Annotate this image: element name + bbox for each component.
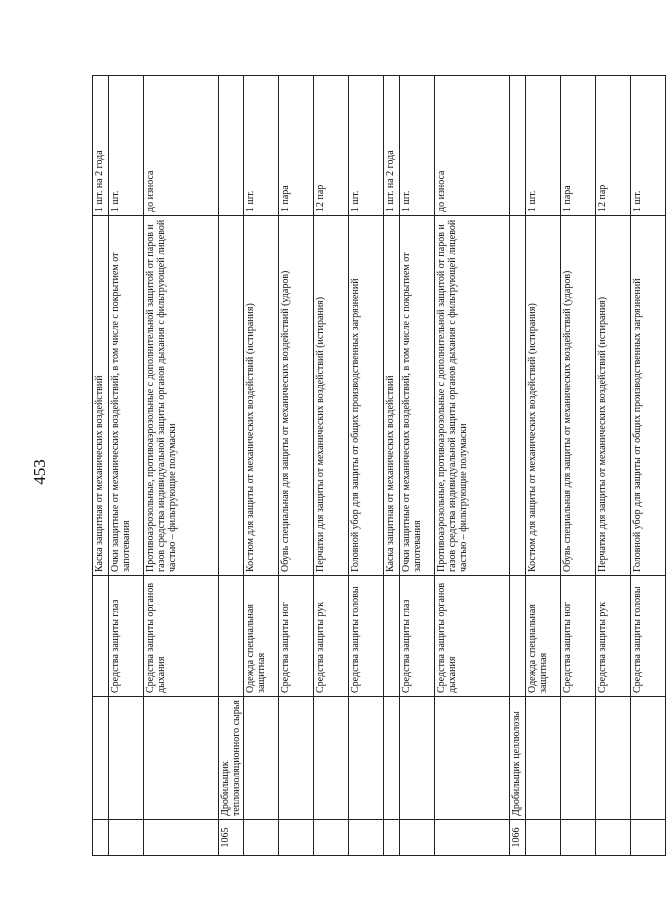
cell-profession	[144, 697, 219, 820]
cell-category: Средства защиты рук	[314, 576, 349, 697]
cell-norm: 12 пар	[314, 76, 349, 216]
table-row	[144, 76, 219, 856]
cell-item: Головной убор для защиты от общих производственных загрязнений	[349, 216, 384, 576]
cell-item: Очки защитные от механических воздействий, в том числе с покрытием от запотевания	[400, 216, 435, 576]
cell-num	[109, 820, 144, 856]
table-row	[384, 76, 400, 856]
cell-category: Средства защиты головы	[349, 576, 384, 697]
cell-norm: 1 шт.	[109, 76, 144, 216]
cell-norm: до износа	[435, 76, 510, 216]
table-row	[93, 76, 109, 856]
cell-num: 1066	[510, 820, 526, 856]
cell-num: 1065	[219, 820, 244, 856]
cell-norm: 1 пара	[561, 76, 596, 216]
cell-category: Одежда специальная защитная	[526, 576, 561, 697]
cell-num	[349, 820, 384, 856]
cell-profession	[631, 697, 666, 820]
cell-norm	[510, 76, 526, 216]
cell-category	[510, 576, 526, 697]
cell-profession	[596, 697, 631, 820]
cell-item	[510, 216, 526, 576]
rotated-table-wrapper	[92, 76, 643, 856]
table-row	[631, 76, 666, 856]
cell-category: Средства защиты головы	[631, 576, 666, 697]
cell-category: Средства защиты органов дыхания	[435, 576, 510, 697]
cell-item: Перчатки для защиты от механических воздействий (истирания)	[314, 216, 349, 576]
cell-norm: 1 шт.	[526, 76, 561, 216]
cell-num	[631, 820, 666, 856]
cell-norm: 1 шт. на 2 года	[384, 76, 400, 216]
cell-norm: до износа	[144, 76, 219, 216]
cell-norm: 1 шт.	[631, 76, 666, 216]
cell-norm: 1 пара	[279, 76, 314, 216]
cell-category: Средства защиты ног	[561, 576, 596, 697]
cell-item: Каска защитная от механических воздействий	[93, 216, 109, 576]
cell-item: Противоаэрозольные, противоаэрозольные с дополнительной защитой от паров и газов средства индивидуальной защиты органов дыхания с фильтрующей лицевой частью – фильтрующие полумаски	[435, 216, 510, 576]
cell-item: Противоаэрозольные, противоаэрозольные с дополнительной защитой от паров и газов средства индивидуальной защиты органов дыхания с фильтрующей лицевой частью – фильтрующие полумаски	[144, 216, 219, 576]
cell-category: Средства защиты рук	[596, 576, 631, 697]
cell-item: Обувь специальная для защиты от механических воздействий (ударов)	[279, 216, 314, 576]
ppe-norms-table	[92, 75, 666, 856]
cell-profession	[384, 697, 400, 820]
cell-category	[219, 576, 244, 697]
table-row	[314, 76, 349, 856]
cell-category: Одежда специальная защитная	[244, 576, 279, 697]
cell-item: Очки защитные от механических воздействий, в том числе с покрытием от запотевания	[109, 216, 144, 576]
cell-profession: Дробильщик целлюлозы	[510, 697, 526, 820]
table-row	[109, 76, 144, 856]
cell-category	[93, 576, 109, 697]
table-row-profession	[510, 76, 526, 856]
cell-num	[314, 820, 349, 856]
table-row-profession	[219, 76, 244, 856]
cell-num	[596, 820, 631, 856]
cell-profession	[109, 697, 144, 820]
cell-item: Каска защитная от механических воздействий	[384, 216, 400, 576]
cell-category: Средства защиты глаз	[109, 576, 144, 697]
table-row	[435, 76, 510, 856]
cell-norm: 12 пар	[596, 76, 631, 216]
cell-profession	[314, 697, 349, 820]
cell-category: Средства защиты ног	[279, 576, 314, 697]
page-number: 453	[30, 459, 49, 485]
cell-item	[219, 216, 244, 576]
table-row	[244, 76, 279, 856]
cell-profession	[561, 697, 596, 820]
cell-item: Костюм для защиты от механических воздействий (истирания)	[244, 216, 279, 576]
cell-profession	[400, 697, 435, 820]
table-row	[279, 76, 314, 856]
cell-category: Средства защиты глаз	[400, 576, 435, 697]
cell-profession	[349, 697, 384, 820]
cell-num	[244, 820, 279, 856]
cell-item: Перчатки для защиты от механических воздействий (истирания)	[596, 216, 631, 576]
cell-category: Средства защиты органов дыхания	[144, 576, 219, 697]
table-row	[526, 76, 561, 856]
cell-norm: 1 шт.	[349, 76, 384, 216]
cell-profession	[93, 697, 109, 820]
cell-num	[93, 820, 109, 856]
cell-norm: 1 шт.	[244, 76, 279, 216]
cell-item: Обувь специальная для защиты от механических воздействий (ударов)	[561, 216, 596, 576]
table-row	[400, 76, 435, 856]
cell-num	[435, 820, 510, 856]
cell-item: Костюм для защиты от механических воздействий (истирания)	[526, 216, 561, 576]
cell-num	[384, 820, 400, 856]
cell-profession	[435, 697, 510, 820]
cell-num	[400, 820, 435, 856]
cell-norm: 1 шт. на 2 года	[93, 76, 109, 216]
cell-num	[526, 820, 561, 856]
cell-profession	[526, 697, 561, 820]
cell-num	[279, 820, 314, 856]
table-row	[561, 76, 596, 856]
cell-category	[384, 576, 400, 697]
cell-num	[144, 820, 219, 856]
cell-profession	[244, 697, 279, 820]
cell-profession: Дробильщик теплоизоляционного сырья	[219, 697, 244, 820]
table-row	[596, 76, 631, 856]
cell-norm	[219, 76, 244, 216]
cell-profession	[279, 697, 314, 820]
cell-item: Головной убор для защиты от общих производственных загрязнений	[631, 216, 666, 576]
table-row	[349, 76, 384, 856]
cell-norm: 1 шт.	[400, 76, 435, 216]
cell-num	[561, 820, 596, 856]
